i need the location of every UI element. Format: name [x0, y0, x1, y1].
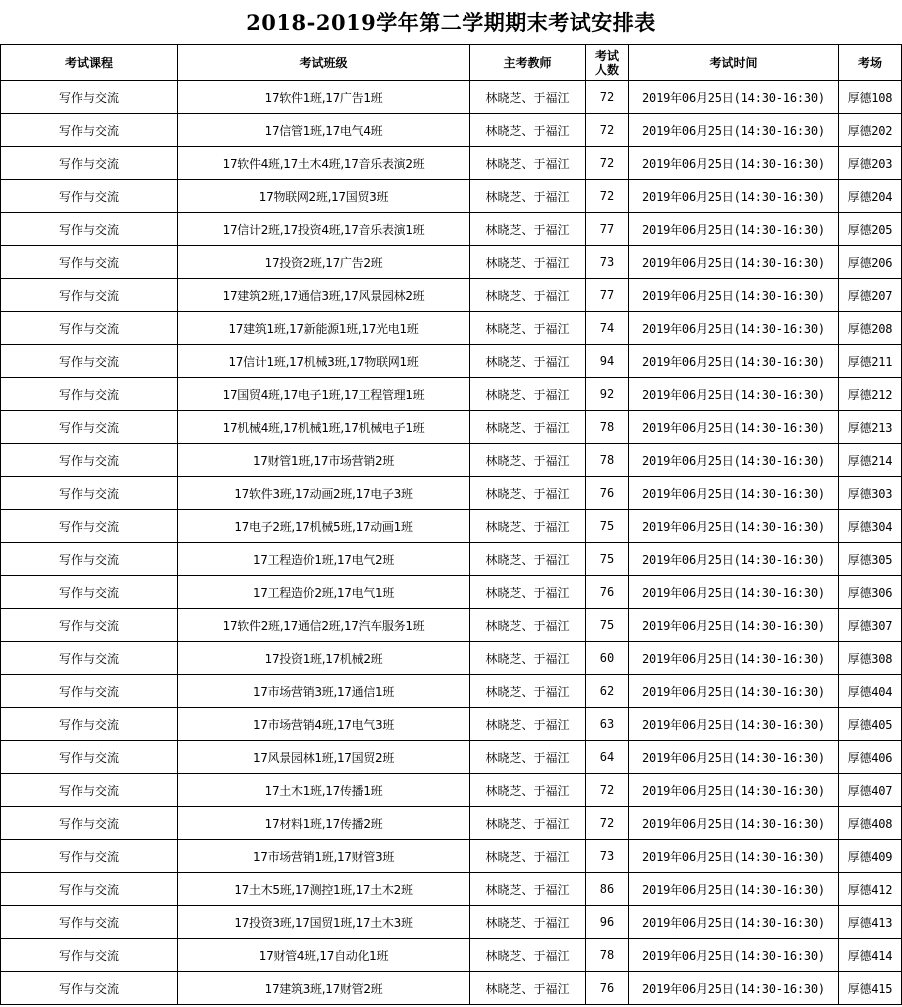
- table-row: [1, 510, 902, 543]
- cell-time: 2019年06月25日(14:30-16:30): [629, 246, 839, 279]
- cell-course: 写作与交流: [1, 543, 178, 576]
- cell-teacher: 林晓芝、于福江: [470, 774, 586, 807]
- cell-count: 72: [586, 147, 629, 180]
- table-row: [1, 609, 902, 642]
- cell-classes: 17风景园林1班,17国贸2班: [178, 741, 470, 774]
- cell-room: 厚德303: [839, 477, 902, 510]
- cell-teacher: 林晓芝、于福江: [470, 345, 586, 378]
- table-row: [1, 378, 902, 411]
- cell-time: 2019年06月25日(14:30-16:30): [629, 774, 839, 807]
- cell-count: 64: [586, 741, 629, 774]
- cell-room: 厚德405: [839, 708, 902, 741]
- table-row: [1, 312, 902, 345]
- cell-course: 写作与交流: [1, 708, 178, 741]
- table-row: [1, 345, 902, 378]
- cell-teacher: 林晓芝、于福江: [470, 939, 586, 972]
- cell-teacher: 林晓芝、于福江: [470, 147, 586, 180]
- cell-room: 厚德408: [839, 807, 902, 840]
- table-body: [1, 81, 902, 1005]
- cell-teacher: 林晓芝、于福江: [470, 840, 586, 873]
- cell-teacher: 林晓芝、于福江: [470, 873, 586, 906]
- cell-room: 厚德306: [839, 576, 902, 609]
- cell-course: 写作与交流: [1, 378, 178, 411]
- table-row: [1, 576, 902, 609]
- cell-teacher: 林晓芝、于福江: [470, 312, 586, 345]
- cell-room: 厚德212: [839, 378, 902, 411]
- cell-count: 73: [586, 840, 629, 873]
- cell-count: 76: [586, 576, 629, 609]
- table-row: [1, 675, 902, 708]
- cell-count: 77: [586, 279, 629, 312]
- cell-time: 2019年06月25日(14:30-16:30): [629, 312, 839, 345]
- cell-count: 72: [586, 81, 629, 114]
- cell-teacher: 林晓芝、于福江: [470, 444, 586, 477]
- cell-classes: 17工程造价1班,17电气2班: [178, 543, 470, 576]
- table-row: [1, 444, 902, 477]
- cell-course: 写作与交流: [1, 609, 178, 642]
- cell-time: 2019年06月25日(14:30-16:30): [629, 972, 839, 1005]
- cell-count: 60: [586, 642, 629, 675]
- cell-classes: 17工程造价2班,17电气1班: [178, 576, 470, 609]
- cell-classes: 17材料1班,17传播2班: [178, 807, 470, 840]
- cell-course: 写作与交流: [1, 741, 178, 774]
- table-row: [1, 411, 902, 444]
- cell-course: 写作与交流: [1, 774, 178, 807]
- cell-count: 86: [586, 873, 629, 906]
- cell-time: 2019年06月25日(14:30-16:30): [629, 741, 839, 774]
- cell-teacher: 林晓芝、于福江: [470, 906, 586, 939]
- cell-count: 94: [586, 345, 629, 378]
- cell-room: 厚德213: [839, 411, 902, 444]
- cell-course: 写作与交流: [1, 576, 178, 609]
- header-room: 考场: [839, 45, 902, 81]
- cell-room: 厚德203: [839, 147, 902, 180]
- cell-teacher: 林晓芝、于福江: [470, 807, 586, 840]
- cell-time: 2019年06月25日(14:30-16:30): [629, 708, 839, 741]
- table-row: [1, 147, 902, 180]
- cell-course: 写作与交流: [1, 279, 178, 312]
- cell-room: 厚德202: [839, 114, 902, 147]
- header-row: [1, 45, 902, 81]
- cell-count: 77: [586, 213, 629, 246]
- cell-time: 2019年06月25日(14:30-16:30): [629, 213, 839, 246]
- table-row: [1, 873, 902, 906]
- cell-teacher: 林晓芝、于福江: [470, 576, 586, 609]
- cell-course: 写作与交流: [1, 840, 178, 873]
- cell-teacher: 林晓芝、于福江: [470, 477, 586, 510]
- cell-time: 2019年06月25日(14:30-16:30): [629, 576, 839, 609]
- table-row: [1, 840, 902, 873]
- cell-classes: 17土木1班,17传播1班: [178, 774, 470, 807]
- cell-classes: 17电子2班,17机械5班,17动画1班: [178, 510, 470, 543]
- cell-teacher: 林晓芝、于福江: [470, 972, 586, 1005]
- cell-course: 写作与交流: [1, 213, 178, 246]
- table-row: [1, 180, 902, 213]
- cell-time: 2019年06月25日(14:30-16:30): [629, 444, 839, 477]
- cell-classes: 17建筑2班,17通信3班,17风景园林2班: [178, 279, 470, 312]
- cell-room: 厚德307: [839, 609, 902, 642]
- cell-time: 2019年06月25日(14:30-16:30): [629, 411, 839, 444]
- cell-classes: 17建筑1班,17新能源1班,17光电1班: [178, 312, 470, 345]
- table-row: [1, 774, 902, 807]
- header-count-line1: 考试: [594, 48, 619, 63]
- cell-classes: 17软件1班,17广告1班: [178, 81, 470, 114]
- cell-classes: 17机械4班,17机械1班,17机械电子1班: [178, 411, 470, 444]
- cell-count: 76: [586, 972, 629, 1005]
- cell-count: 72: [586, 807, 629, 840]
- cell-time: 2019年06月25日(14:30-16:30): [629, 873, 839, 906]
- cell-course: 写作与交流: [1, 114, 178, 147]
- cell-classes: 17软件3班,17动画2班,17电子3班: [178, 477, 470, 510]
- cell-teacher: 林晓芝、于福江: [470, 279, 586, 312]
- cell-room: 厚德207: [839, 279, 902, 312]
- table-row: [1, 642, 902, 675]
- cell-count: 75: [586, 510, 629, 543]
- cell-time: 2019年06月25日(14:30-16:30): [629, 543, 839, 576]
- cell-count: 78: [586, 444, 629, 477]
- cell-course: 写作与交流: [1, 972, 178, 1005]
- cell-teacher: 林晓芝、于福江: [470, 510, 586, 543]
- cell-room: 厚德206: [839, 246, 902, 279]
- cell-course: 写作与交流: [1, 180, 178, 213]
- cell-course: 写作与交流: [1, 345, 178, 378]
- cell-classes: 17财管4班,17自动化1班: [178, 939, 470, 972]
- cell-classes: 17软件4班,17土木4班,17音乐表演2班: [178, 147, 470, 180]
- cell-classes: 17软件2班,17通信2班,17汽车服务1班: [178, 609, 470, 642]
- table-row: [1, 807, 902, 840]
- cell-count: 72: [586, 180, 629, 213]
- cell-course: 写作与交流: [1, 675, 178, 708]
- cell-classes: 17财管1班,17市场营销2班: [178, 444, 470, 477]
- cell-room: 厚德412: [839, 873, 902, 906]
- cell-course: 写作与交流: [1, 444, 178, 477]
- header-count-line2: 人数: [594, 62, 619, 77]
- cell-classes: 17市场营销3班,17通信1班: [178, 675, 470, 708]
- cell-room: 厚德404: [839, 675, 902, 708]
- cell-course: 写作与交流: [1, 246, 178, 279]
- table-row: [1, 81, 902, 114]
- table-row: [1, 708, 902, 741]
- cell-room: 厚德308: [839, 642, 902, 675]
- cell-room: 厚德409: [839, 840, 902, 873]
- cell-room: 厚德214: [839, 444, 902, 477]
- cell-room: 厚德413: [839, 906, 902, 939]
- cell-course: 写作与交流: [1, 147, 178, 180]
- cell-room: 厚德205: [839, 213, 902, 246]
- cell-time: 2019年06月25日(14:30-16:30): [629, 81, 839, 114]
- cell-room: 厚德304: [839, 510, 902, 543]
- cell-count: 72: [586, 114, 629, 147]
- cell-course: 写作与交流: [1, 81, 178, 114]
- cell-teacher: 林晓芝、于福江: [470, 741, 586, 774]
- cell-teacher: 林晓芝、于福江: [470, 114, 586, 147]
- cell-teacher: 林晓芝、于福江: [470, 609, 586, 642]
- cell-classes: 17建筑3班,17财管2班: [178, 972, 470, 1005]
- cell-classes: 17投资2班,17广告2班: [178, 246, 470, 279]
- cell-course: 写作与交流: [1, 411, 178, 444]
- cell-room: 厚德406: [839, 741, 902, 774]
- cell-room: 厚德211: [839, 345, 902, 378]
- cell-room: 厚德108: [839, 81, 902, 114]
- cell-count: 92: [586, 378, 629, 411]
- cell-time: 2019年06月25日(14:30-16:30): [629, 642, 839, 675]
- cell-time: 2019年06月25日(14:30-16:30): [629, 939, 839, 972]
- cell-classes: 17投资1班,17机械2班: [178, 642, 470, 675]
- cell-time: 2019年06月25日(14:30-16:30): [629, 510, 839, 543]
- cell-course: 写作与交流: [1, 906, 178, 939]
- cell-course: 写作与交流: [1, 807, 178, 840]
- cell-course: 写作与交流: [1, 477, 178, 510]
- cell-time: 2019年06月25日(14:30-16:30): [629, 477, 839, 510]
- cell-room: 厚德407: [839, 774, 902, 807]
- cell-count: 78: [586, 939, 629, 972]
- table-row: [1, 543, 902, 576]
- cell-room: 厚德414: [839, 939, 902, 972]
- cell-count: 63: [586, 708, 629, 741]
- table-row: [1, 741, 902, 774]
- cell-time: 2019年06月25日(14:30-16:30): [629, 180, 839, 213]
- exam-schedule-table: [0, 44, 902, 1005]
- cell-teacher: 林晓芝、于福江: [470, 411, 586, 444]
- cell-count: 74: [586, 312, 629, 345]
- cell-time: 2019年06月25日(14:30-16:30): [629, 840, 839, 873]
- cell-teacher: 林晓芝、于福江: [470, 642, 586, 675]
- table-row: [1, 906, 902, 939]
- cell-count: 72: [586, 774, 629, 807]
- cell-teacher: 林晓芝、于福江: [470, 543, 586, 576]
- cell-classes: 17国贸4班,17电子1班,17工程管理1班: [178, 378, 470, 411]
- cell-classes: 17土木5班,17测控1班,17土木2班: [178, 873, 470, 906]
- table-row: [1, 279, 902, 312]
- cell-time: 2019年06月25日(14:30-16:30): [629, 279, 839, 312]
- header-time: 考试时间: [629, 45, 839, 81]
- cell-count: 78: [586, 411, 629, 444]
- cell-classes: 17市场营销4班,17电气3班: [178, 708, 470, 741]
- cell-classes: 17信计2班,17投资4班,17音乐表演1班: [178, 213, 470, 246]
- cell-classes: 17物联网2班,17国贸3班: [178, 180, 470, 213]
- cell-count: 75: [586, 543, 629, 576]
- cell-teacher: 林晓芝、于福江: [470, 708, 586, 741]
- cell-classes: 17市场营销1班,17财管3班: [178, 840, 470, 873]
- cell-classes: 17投资3班,17国贸1班,17土木3班: [178, 906, 470, 939]
- table-row: [1, 114, 902, 147]
- cell-time: 2019年06月25日(14:30-16:30): [629, 906, 839, 939]
- cell-count: 62: [586, 675, 629, 708]
- header-teacher: 主考教师: [470, 45, 586, 81]
- page-title: 2018-2019学年第二学期期末考试安排表: [246, 10, 656, 35]
- cell-course: 写作与交流: [1, 873, 178, 906]
- cell-teacher: 林晓芝、于福江: [470, 213, 586, 246]
- cell-count: 73: [586, 246, 629, 279]
- cell-room: 厚德305: [839, 543, 902, 576]
- cell-course: 写作与交流: [1, 642, 178, 675]
- cell-room: 厚德204: [839, 180, 902, 213]
- table-row: [1, 939, 902, 972]
- cell-teacher: 林晓芝、于福江: [470, 81, 586, 114]
- header-count: [586, 45, 629, 81]
- cell-classes: 17信管1班,17电气4班: [178, 114, 470, 147]
- cell-teacher: 林晓芝、于福江: [470, 180, 586, 213]
- cell-course: 写作与交流: [1, 312, 178, 345]
- cell-time: 2019年06月25日(14:30-16:30): [629, 114, 839, 147]
- table-row: [1, 213, 902, 246]
- cell-time: 2019年06月25日(14:30-16:30): [629, 675, 839, 708]
- cell-time: 2019年06月25日(14:30-16:30): [629, 345, 839, 378]
- cell-time: 2019年06月25日(14:30-16:30): [629, 609, 839, 642]
- table-row: [1, 972, 902, 1005]
- cell-room: 厚德208: [839, 312, 902, 345]
- table-row: [1, 246, 902, 279]
- cell-time: 2019年06月25日(14:30-16:30): [629, 807, 839, 840]
- cell-time: 2019年06月25日(14:30-16:30): [629, 378, 839, 411]
- cell-count: 76: [586, 477, 629, 510]
- cell-teacher: 林晓芝、于福江: [470, 675, 586, 708]
- cell-count: 75: [586, 609, 629, 642]
- cell-teacher: 林晓芝、于福江: [470, 246, 586, 279]
- cell-classes: 17信计1班,17机械3班,17物联网1班: [178, 345, 470, 378]
- header-course: 考试课程: [1, 45, 178, 81]
- cell-course: 写作与交流: [1, 939, 178, 972]
- cell-count: 96: [586, 906, 629, 939]
- table-row: [1, 477, 902, 510]
- cell-time: 2019年06月25日(14:30-16:30): [629, 147, 839, 180]
- cell-course: 写作与交流: [1, 510, 178, 543]
- cell-teacher: 林晓芝、于福江: [470, 378, 586, 411]
- cell-room: 厚德415: [839, 972, 902, 1005]
- header-classes: 考试班级: [178, 45, 470, 81]
